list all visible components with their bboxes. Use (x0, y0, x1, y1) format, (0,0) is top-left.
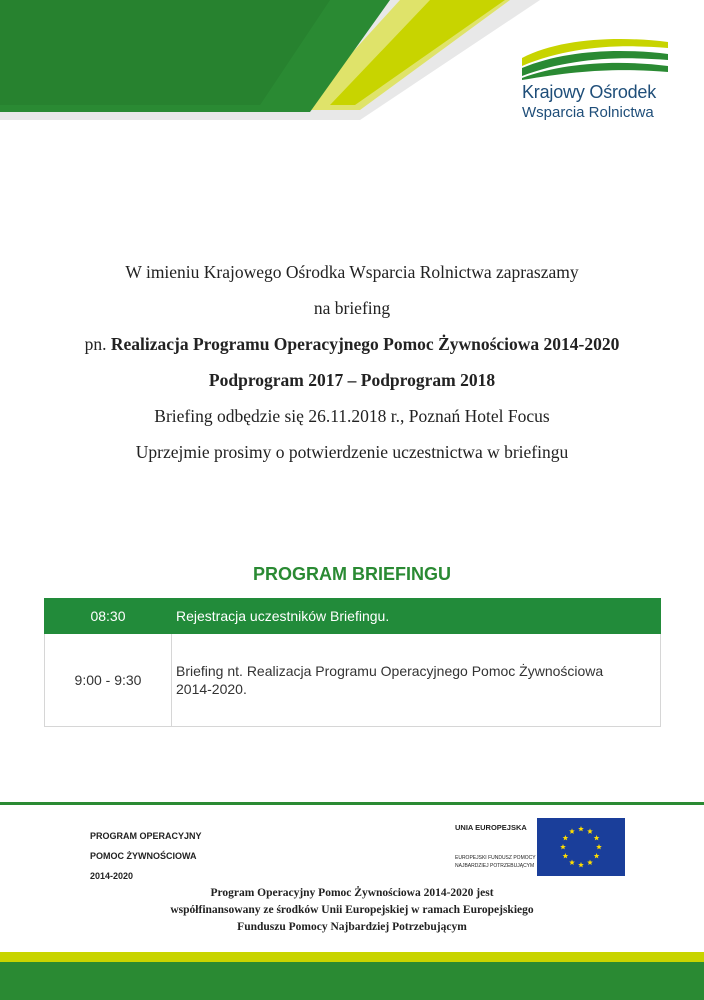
briefing-name: Realizacja Programu Operacyjnego Pomoc Żywnościowa 2014-2020 (110, 334, 620, 354)
kowr-logo (520, 36, 670, 128)
invitation-text (0, 254, 704, 470)
subprogram-title: Podprogram 2017 – Podprogram 2018 (208, 370, 496, 390)
footer-program-line: PROGRAM OPERACYJNY (90, 831, 202, 841)
eu-flag-icon (537, 818, 625, 876)
invitation-line-3 (0, 326, 704, 362)
logo-text-line1: Krajowy Ośrodek (522, 82, 657, 102)
invitation-line-6: Uprzejmie prosimy o potwierdzenie uczestnictwa w briefingu (135, 442, 569, 462)
table-row (45, 634, 661, 727)
cofinancing-line: Program Operacyjny Pomoc Żywnościowa 2014-2020 jest (210, 887, 494, 899)
logo-text-line2: Wsparcia Rolnictwa (522, 104, 654, 121)
row-description: Rejestracja uczestników Briefingu. (172, 599, 661, 634)
invitation-line-5: Briefing odbędzie się 26.11.2018 r., Poznań Hotel Focus (154, 406, 550, 426)
program-title: PROGRAM BRIEFINGU (253, 564, 451, 584)
cofinancing-line: współfinansowany ze środków Unii Europejskiej w ramach Europejskiego (170, 904, 534, 916)
footer-banner (0, 952, 704, 1000)
footer-divider (0, 802, 704, 805)
invitation-line-1: W imieniu Krajowego Ośrodka Wsparcia Rolnictwa zapraszamy (125, 262, 579, 282)
cofinancing-note (0, 885, 704, 936)
row-time: 9:00 - 9:30 (45, 634, 172, 727)
eu-fund-line: NAJBARDZIEJ POTRZEBUJĄCYM (455, 863, 535, 869)
footer-program-name (90, 826, 202, 886)
eu-fund-text (455, 854, 536, 870)
eu-fund-line: EUROPEJSKI FUNDUSZ POMOCY (455, 855, 536, 861)
eu-label: UNIA EUROPEJSKA (455, 823, 527, 832)
program-table (44, 598, 661, 727)
table-row (45, 599, 661, 634)
footer-program-line: 2014-2020 (90, 871, 134, 881)
invitation-line-2: na briefing (313, 298, 391, 318)
logo-arcs-icon (520, 36, 670, 80)
cofinancing-line: Funduszu Pomocy Najbardziej Potrzebującym (237, 921, 467, 933)
row-time: 08:30 (45, 599, 172, 634)
invitation-line-3-prefix: pn. (84, 334, 111, 354)
invitation-line-4 (0, 362, 704, 398)
row-description: Briefing nt. Realizacja Programu Operacyjnego Pomoc Żywnościowa 2014-2020. (172, 634, 661, 727)
footer-program-line: POMOC ŻYWNOŚCIOWA (90, 851, 197, 861)
